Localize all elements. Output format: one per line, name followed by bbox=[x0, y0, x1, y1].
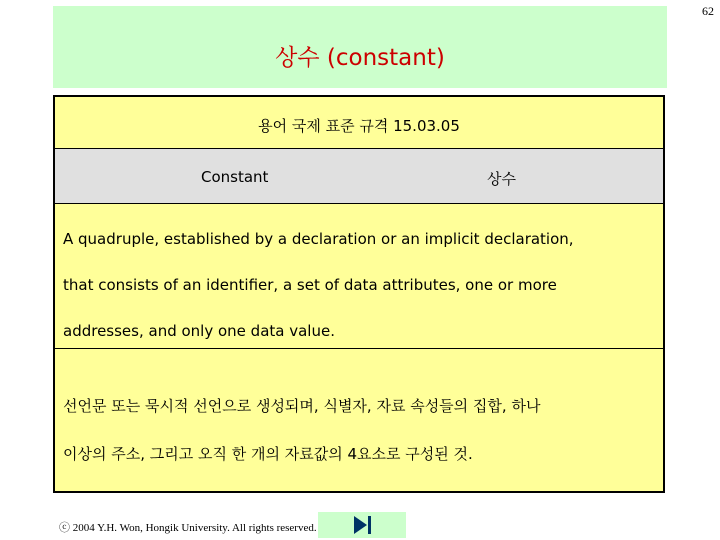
definition-en-line: addresses, and only one data value. bbox=[63, 322, 335, 340]
standard-row bbox=[55, 97, 663, 149]
next-slide-icon bbox=[353, 515, 373, 535]
term-korean: 상수 bbox=[487, 170, 516, 188]
title-box bbox=[53, 6, 667, 88]
definition-table bbox=[53, 95, 665, 493]
term-english: Constant bbox=[201, 168, 269, 186]
definition-ko-line: 이상의 주소, 그리고 오직 한 개의 자료값의 4요소로 구성된 것. bbox=[63, 445, 473, 463]
standard-reference: 용어 국제 표준 규격 15.03.05 bbox=[258, 117, 460, 135]
definition-english-row bbox=[55, 204, 663, 349]
term-row bbox=[55, 149, 663, 204]
definition-ko-line: 선언문 또는 묵시적 선언으로 생성되며, 식별자, 자료 속성들의 집합, 하나 bbox=[63, 397, 541, 415]
definition-en-line: A quadruple, established by a declaration or an implicit declaration, bbox=[63, 230, 574, 248]
next-slide-button[interactable] bbox=[318, 512, 406, 538]
copyright-text: ⓒ 2004 Y.H. Won, Hongik University. All rights reserved. bbox=[59, 522, 317, 534]
page-number: 62 bbox=[702, 4, 714, 18]
definition-en-line: that consists of an identifier, a set of data attributes, one or more bbox=[63, 276, 557, 294]
slide-title: 상수 (constant) bbox=[275, 45, 445, 71]
definition-korean-row bbox=[55, 349, 663, 491]
